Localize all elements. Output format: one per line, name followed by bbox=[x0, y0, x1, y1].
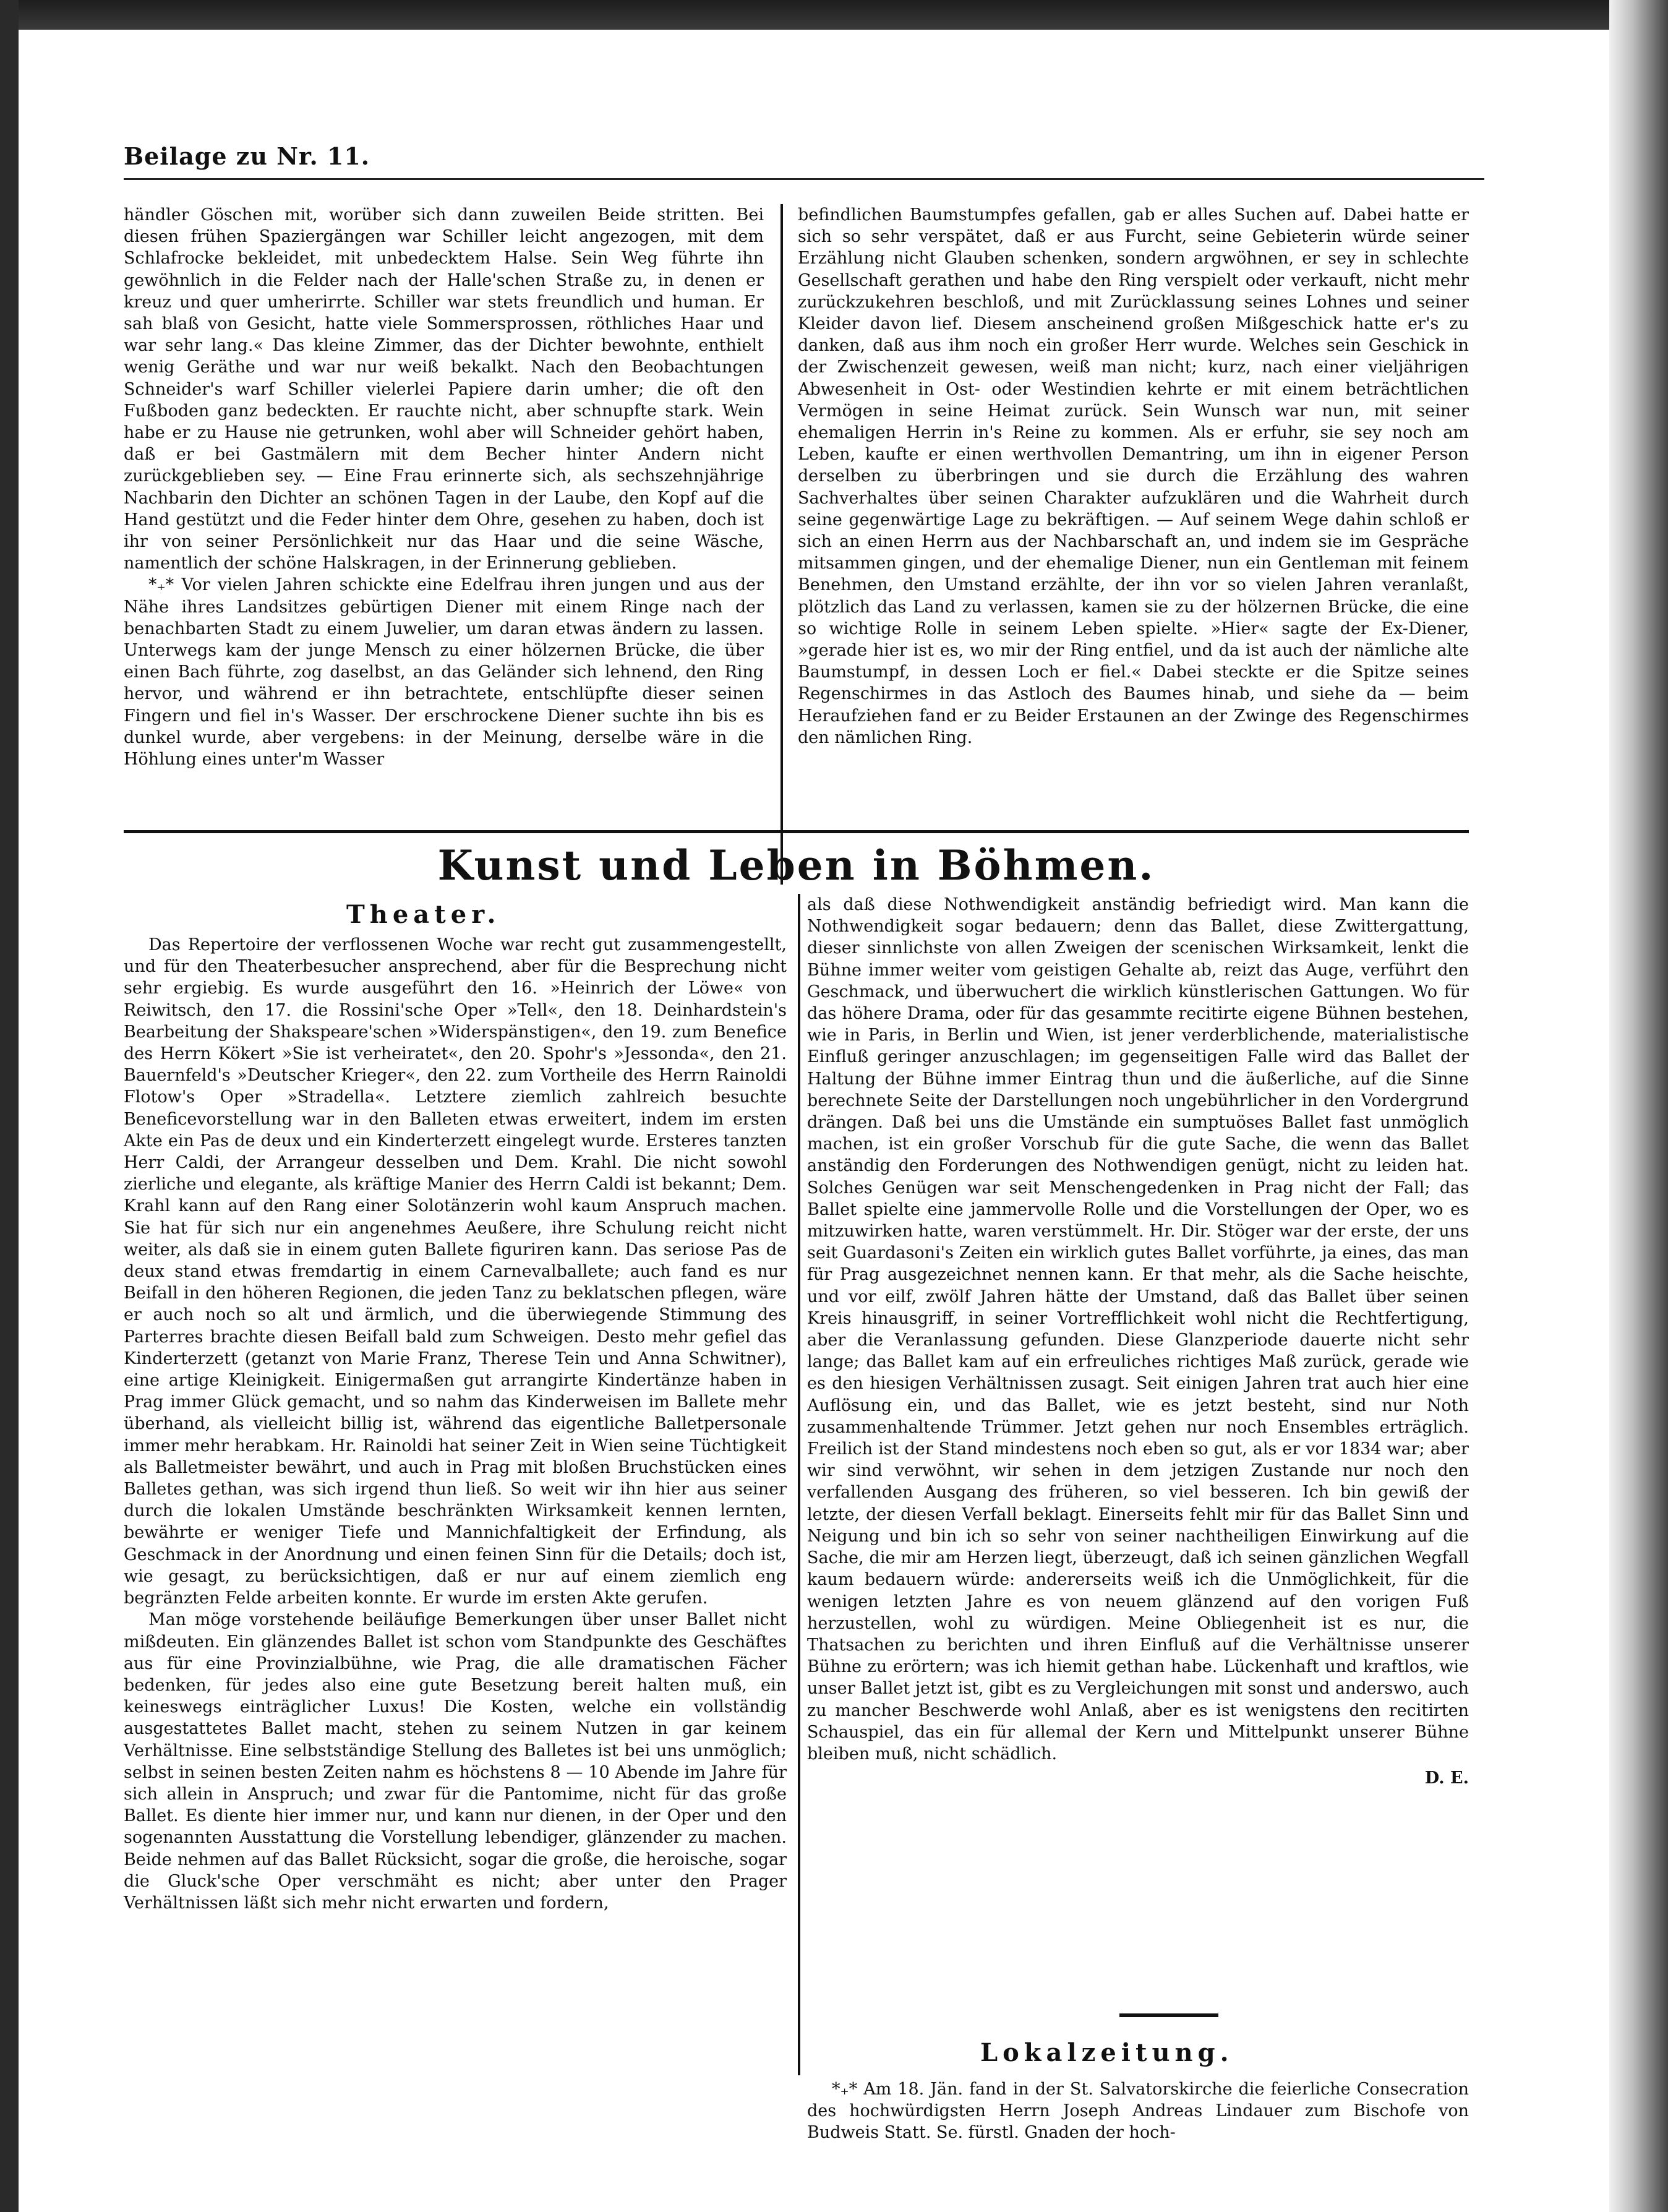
theater-right-column bbox=[807, 894, 1469, 2007]
column-divider bbox=[798, 894, 800, 2075]
short-rule bbox=[1119, 2013, 1218, 2017]
running-head: Beilage zu Nr. 11. bbox=[124, 142, 370, 170]
paragraph-repertoire: Das Repertoire der verflossenen Woche war recht gut zusammengestellt, und für den Theaterbesucher ansprechend, aber für die Besprechung nicht sehr ergiebig. Es wurde ausgeführt den 16. »Heinrich der Löwe« von Reiwitsch, den 17. die Rossini'sche Oper »Tell«, den 18. Deinhardstein's Bearbeitung der Shakspeare'schen »Widerspänstigen«, den 19. zum Benefice des Herrn Kökert »Sie ist verheiratet«, den 20. Spohr's »Jessonda«, den 21. Bauernfeld's »Deutscher Krieger«, den 22. zum Vortheile des Herrn Rainoldi Flotow's Oper »Stradella«. Letztere ziemlich zahlreich besuchte Beneficevorstellung war in den Balleten etwas erweitert, indem im ersten Akte ein Pas de deux und ein Kinderterzett eingelegt wurde. Ersteres tanzten Herr Caldi, der Arrangeur desselben und Dem. Krahl. Die nicht sowohl zierliche und elegante, als kräftige Manier des Herrn Caldi ist bekannt; Dem. Krahl kann auf den Rang einer Solotänzerin wohl kaum Anspruch machen. Sie hat für sich nur ein angenehmes Aeußere, ihre Schulung reicht nicht weiter, als daß sie in einem guten Ballete figuriren kann. Das seriose Pas de deux stand etwas fremdartig in einem Carnevalballete; auch fand es nur Beifall in den höheren Regionen, die jeden Tanz zu beklatschen pflegen, wäre er auch noch so alt und ärmlich, und die überwiegende Stimmung des Parterres brachte diesen Beifall bald zum Schweigen. Desto mehr gefiel das Kinderterzett (getanzt von Marie Franz, Therese Tein und Anna Schwitner), eine artige Kleinigkeit. Einigermaßen gut arrangirte Kindertänze haben in Prag immer Glück gemacht, und so nahm das Kinderweisen im Ballete mehr überhand, als vielleicht billig ist, während das eigentliche Balletpersonale immer mehr herabkam. Hr. Rainoldi hat seiner Zeit in Wien seine Tüchtigkeit als Balletmeister bewährt, und auch in Prag mit bloßen Bruchstücken eines Balletes gethan, was sich irgend thun ließ. So weit wir ihn hier aus seiner durch die lokalen Umstände beschränkten Wirksamkeit kennen lernten, bewährte er weniger Tiefe und Mannichfaltigkeit der Erfindung, als Geschmack in der Anordnung und einen feinen Sinn für die Details; doch ist, wie gesagt, zu berücksichtigen, daß er nur auf einem ziemlich eng begränzten Felde arbeiten konnte. Er wurde im ersten Akte gerufen. bbox=[124, 935, 787, 1608]
paragraph-ring-story-end: befindlichen Baumstumpfes gefallen, gab er alles Suchen auf. Dabei hatte er sich so sehr verspätet, daß er aus Furcht, seine Gebieterin würde seiner Erzählung nicht Glauben schenken, sondern argwöhnen, er sey in schlechte Gesellschaft gerathen und habe den Ring verspielt oder verkauft, nicht mehr zurückzukehren beschloß, und mit Zurücklassung seines Lohnes und seiner Kleider davon lief. Diesem anscheinend großen Mißgeschick hatte er's zu danken, daß aus ihm noch ein großer Herr wurde. Welches sein Geschick in der Zwischenzeit gewesen, weiß man nicht; kurz, nach einer vieljährigen Abwesenheit in Ost- oder Westindien kehrte er mit einem beträchtlichen Vermögen in seine Heimat zurück. Sein Wunsch war nun, mit seiner ehemaligen Herrin in's Reine zu kommen. Als er erfuhr, sie sey noch am Leben, kaufte er einen werthvollen Demantring, um ihn in eigener Person derselben zu überbringen und sie durch die Erzählung des wahren Sachverhaltes über seinen Charakter aufzuklären und die Wahrheit durch seine gegenwärtige Lage zu bekräftigen. — Auf seinem Wege dahin schloß er sich an einen Herrn aus der Nachbarschaft an, und indem sie im Gespräche mitsammen gingen, und der ehemalige Diener, nun ein Gentleman mit feinem Benehmen, den Umstand erzählte, der ihn vor so vielen Jahren veranlaßt, plötzlich das Land zu verlassen, kamen sie zu der hölzernen Brücke, die eine so wichtige Rolle in seinem Leben spielte. »Hier« sagte der Ex-Diener, »gerade hier ist es, wo mir der Ring entfiel, und da ist auch der nämliche alte Baumstumpf, in dessen Loch er fiel.« Dabei steckte er die Spitze seines Regenschirmes in das Astloch des Baumes hinab, und siehe da — beim Heraufziehen fand er zu Beider Erstaunen an der Zwinge des Regenschirmes den nämlichen Ring. bbox=[798, 205, 1469, 747]
top-left-column bbox=[124, 204, 764, 891]
article-signature: D. E. bbox=[1424, 1768, 1469, 1788]
newspaper-page bbox=[124, 130, 1497, 2143]
column-divider bbox=[781, 204, 783, 885]
scan-border-left bbox=[0, 0, 19, 2212]
paragraph-ballet-continued: als daß diese Nothwendigkeit anständig befriedigt wird. Man kann die Nothwendigkeit sogar bedauern; denn das Ballet, diese Zwittergattung, dieser sinnlichste von allen Zweigen der scenischen Wirksamkeit, lenkt die Bühne immer weiter vom geistigen Gehalte ab, reizt das Auge, verführt den Geschmack, und überwuchert die wirklich künstlerischen Gattungen. Wo für das höhere Drama, oder für das gesammte recitirte eigene Bühnen bestehen, wie in Paris, in Berlin und Wien, ist jener verderblichende, materialistische Einfluß geringer anzuschlagen; im gegenseitigen Falle wird das Ballet der Haltung der Bühne immer Eintrag thun und die äußerliche, auf die Sinne berechnete Seite der Darstellungen noch ungebührlicher in den Vordergrund drängen. Daß bei uns die Umstände ein sumptuöses Ballet fast unmöglich machen, ist ein großer Vorschub für die gute Sache, die wenn das Ballet anständig den Forderungen des Nothwendigen genügt, nicht zu leiden hat. Solches Genügen war seit Menschengedenken in Prag nicht der Fall; das Ballet spielte eine jammervolle Rolle und die Vorstellungen der Oper, wo es mitzuwirken hatte, waren verstümmelt. Hr. Dir. Stöger war der erste, der uns seit Guardasoni's Zeiten ein wirklich gutes Ballet vorführte, ja eines, das man für Prag ausgezeichnet nennen kann. Er that mehr, als die Sache heischte, und vor eilf, zwölf Jahren hätte der Umstand, daß das Ballet über seinen Kreis hinausgriff, in seiner Vortrefflichkeit wohl nicht die Rechtfertigung, aber die Veranlassung gefunden. Diese Glanzperiode dauerte nicht sehr lange; das Ballet kam auf ein erfreuliches richtiges Maß zurück, gerade wie es den hiesigen Verhältnissen zusagt. Seit einigen Jahren trat auch hier eine Auflösung ein, und das Ballet, wie es jetzt besteht, sind nur Noth zusammenhaltende Trümmer. Jetzt gehen nur noch Ensembles erträglich. Freilich ist der Stand mindestens noch eben so gut, als er vor 1834 war; aber wir sind verwöhnt, wir sehen in dem jetzigen Zustande nur noch den verfallenden Ausgang des früheren, so viel besseren. Ich bin gewiß der letzte, der diesen Verfall beklagt. Einerseits fehlt mir für das Ballet Sinn und Neigung und bin ich so sehr von seiner nachtheiligen Einwirkung auf die Sache, die mir am Herzen liegt, überzeugt, daß ich seinen gänzlichen Wegfall kaum bedauern würde: andererseits weiß ich die Unmöglichkeit, für die wenigen letzten Jahre es von neuem glänzend auf den vorigen Fuß herzustellen, wohl zu würdigen. Meine Obliegenheit ist es nur, die Thatsachen zu berichten und ihren Einfluß auf die Verhältnisse unserer Bühne zu erörtern; was ich hiemit gethan habe. Lückenhaft und kraftlos, wie unser Ballet jetzt ist, gibt es zu Vergleichungen mit sonst und anderswo, auch zu mancher Beschwerde wohl Anlaß, aber es ist wenigstens den recitirten Schauspiel, das ein für allemal der Kern und Mittelpunkt unserer Bühne bleiben muß, nicht schädlich. bbox=[807, 895, 1469, 1764]
top-right-column bbox=[798, 204, 1469, 891]
scan-border-top bbox=[0, 0, 1668, 30]
paragraph-ring-story-start: *₊* Vor vielen Jahren schickte eine Edelfrau ihren jungen und aus der Nähe ihres Landsitzes gebürtigen Diener mit einem Ringe nach der benachbarten Stadt zu einem Juwelier, um daran etwas ändern zu lassen. Unterwegs kam der junge Mensch zu einer hölzernen Brücke, die über einen Bach führte, zog daselbst, an das Geländer sich lehnend, den Ring hervor, und während er ihn betrachtete, entschlüpfte dieser seinen Fingern und fiel in's Wasser. Der erschrockene Diener suchte ihn bis es dunkel wurde, aber vergebens: in der Meinung, derselbe wäre in die Höhlung eines unter'm Wasser bbox=[124, 575, 764, 769]
section-rule bbox=[124, 830, 1469, 833]
lokal-column bbox=[807, 2078, 1469, 2146]
running-head-rule bbox=[124, 178, 1484, 180]
paragraph-schiller: händler Göschen mit, worüber sich dann zuweilen Beide stritten. Bei diesen frühen Spaziergängen war Schiller leicht angezogen, mit dem Schlafrocke bekleidet, mit unbedecktem Halse. Sein Weg führte ihn gewöhnlich in die Felder nach der Halle'schen Straße zu, in denen er kreuz und quer umherirrte. Schiller war stets freundlich und human. Er sah blaß von Gesicht, hatte viele Sommersprossen, röthliches Haar und war sehr lang.« Das kleine Zimmer, das der Dichter bewohnte, enthielt wenig Geräthe und war nur weiß bekalkt. Nach den Beobachtungen Schneider's warf Schiller vielerlei Papiere darin umher; die oft den Fußboden ganz bedeckten. Er rauchte nicht, aber schnupfte stark. Wein habe er zu Hause nie getrunken, wohl aber will Schneider gehört haben, daß er bei Gastmälern mit dem Becher hinter Andern nicht zurückgeblieben sey. — Eine Frau erinnerte sich, als sechszehnjährige Nachbarin den Dichter an schönen Tagen in der Laube, den Kopf auf die Hand gestützt und die Feder hinter dem Ohre, gesehen zu haben, doch ist ihr von seiner Persönlichkeit nur das Haar und die seine Wäsche, namentlich der schöne Halskragen, in der Erinnerung geblieben. bbox=[124, 205, 764, 573]
lokal-heading: Lokalzeitung. bbox=[980, 2038, 1234, 2067]
theater-heading: Theater. bbox=[346, 900, 501, 929]
paragraph-consecration: *₊* Am 18. Jän. fand in der St. Salvatorskirche die feierliche Consecration des hochwürdigsten Herrn Joseph Andreas Lindauer zum Bischofe von Budweis Statt. Se. fürstl. Gnaden der hoch- bbox=[807, 2080, 1469, 2143]
paragraph-ballet-remarks: Man möge vorstehende beiläufige Bemerkungen über unser Ballet nicht mißdeuten. Ein glänzendes Ballet ist schon vom Standpunkte des Geschäftes aus für eine Provinzialbühne, wie Prag, die alle dramatischen Fächer bedenken, für jedes also eine gute Besetzung bereit halten muß, ein keineswegs einträglicher Luxus! Die Kosten, welche ein vollständig ausgestattetes Ballet macht, stehen zu seinem Nutzen in gar keinem Verhältnisse. Eine selbstständige Stellung des Balletes ist bei uns unmöglich; selbst in seinen besten Zeiten nahm es höchstens 8 — 10 Abende im Jahre für sich allein in Anspruch; und zwar für die Pantomime, nicht für das große Ballet. Es diente hier immer nur, und kann nur dienen, in der Oper und den sogenannten Ausstattung die Vorstellung lebendiger, glänzender zu machen. Beide nehmen auf das Ballet Rücksicht, sogar die große, die heroische, sogar die Gluck'sche Oper verschmäht es nicht; aber unter den Prager Verhältnissen läßt sich mehr nicht erwarten und fordern, bbox=[124, 1610, 787, 1913]
scan-border-right bbox=[1609, 0, 1668, 2212]
theater-left-column bbox=[124, 934, 787, 2097]
section-title: Kunst und Leben in Böhmen. bbox=[437, 841, 1155, 890]
